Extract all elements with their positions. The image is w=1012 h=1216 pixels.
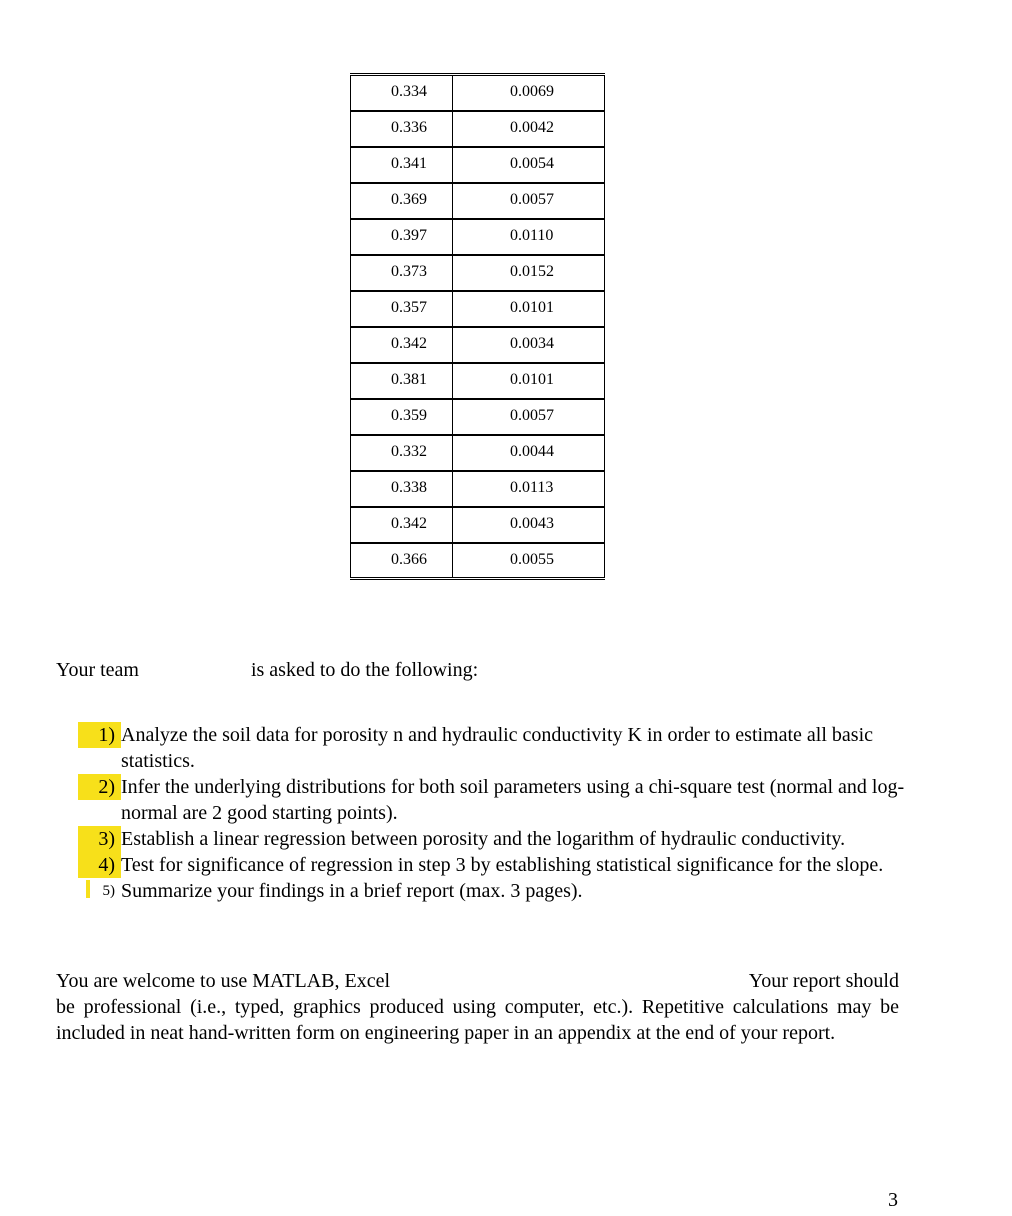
porosity-cell <box>351 291 453 327</box>
team-lead-text: Your team <box>56 659 139 681</box>
porosity-cell <box>351 471 453 507</box>
conductivity-cell <box>453 435 605 471</box>
conductivity-value: 0.0054 <box>510 154 554 172</box>
task-number: 5) <box>102 883 115 899</box>
task-text: Infer the underlying distributions for both soil parameters using a chi-square test (normal and log-normal are 2 good starting points). <box>121 776 905 824</box>
porosity-value: 0.338 <box>391 478 427 496</box>
porosity-value: 0.359 <box>391 406 427 424</box>
conductivity-cell <box>453 219 605 255</box>
conductivity-value: 0.0069 <box>510 83 554 100</box>
conductivity-cell <box>453 75 605 111</box>
closing-line1-left: You are welcome to use MATLAB, Excel <box>56 970 391 992</box>
porosity-value: 0.341 <box>391 154 427 172</box>
task-text: Establish a linear regression between porosity and the logarithm of hydraulic conductivity. <box>121 828 846 850</box>
porosity-cell <box>351 147 453 183</box>
conductivity-value: 0.0101 <box>510 370 554 388</box>
task-item <box>56 878 916 904</box>
table-row <box>351 543 605 579</box>
porosity-cell <box>351 543 453 579</box>
conductivity-cell <box>453 507 605 543</box>
porosity-value: 0.369 <box>391 190 427 208</box>
task-list <box>56 722 916 904</box>
porosity-value: 0.334 <box>391 83 427 100</box>
table-row <box>351 183 605 219</box>
conductivity-cell <box>453 399 605 435</box>
conductivity-value: 0.0152 <box>510 262 554 280</box>
task-number: 4) <box>78 852 121 878</box>
porosity-cell <box>351 183 453 219</box>
porosity-cell <box>351 255 453 291</box>
conductivity-value: 0.0113 <box>510 478 554 496</box>
table-row <box>351 255 605 291</box>
task-item <box>56 722 916 774</box>
conductivity-cell <box>453 363 605 399</box>
porosity-cell <box>351 75 453 111</box>
porosity-cell <box>351 219 453 255</box>
task-item <box>56 774 916 826</box>
conductivity-value: 0.0043 <box>510 514 554 532</box>
table-row <box>351 219 605 255</box>
porosity-value: 0.336 <box>391 118 427 136</box>
conductivity-cell <box>453 291 605 327</box>
conductivity-cell <box>453 147 605 183</box>
porosity-cell <box>351 363 453 399</box>
closing-line1-right: Your report should <box>748 970 899 992</box>
porosity-value: 0.332 <box>391 442 427 460</box>
conductivity-cell <box>453 255 605 291</box>
conductivity-cell <box>453 471 605 507</box>
table-row <box>351 435 605 471</box>
closing-first-line <box>56 968 899 994</box>
table-row <box>351 363 605 399</box>
porosity-cell <box>351 399 453 435</box>
porosity-cell <box>351 327 453 363</box>
conductivity-cell <box>453 111 605 147</box>
table-row <box>351 507 605 543</box>
task-number: 1) <box>78 722 121 748</box>
task-item <box>56 826 916 852</box>
conductivity-value: 0.0042 <box>510 118 554 136</box>
conductivity-value: 0.0055 <box>510 550 554 568</box>
porosity-value: 0.342 <box>391 334 427 352</box>
porosity-value: 0.366 <box>391 550 427 568</box>
table-row <box>351 471 605 507</box>
porosity-cell <box>351 507 453 543</box>
team-instruction <box>56 659 478 682</box>
table-row <box>351 327 605 363</box>
task-number: 2) <box>78 774 121 800</box>
porosity-cell <box>351 111 453 147</box>
page-number: 3 <box>888 1189 898 1211</box>
porosity-value: 0.397 <box>391 226 427 244</box>
task-text: Test for significance of regression in step 3 by establishing statistical significance for the slope. <box>121 854 884 876</box>
table-row <box>351 111 605 147</box>
conductivity-cell <box>453 183 605 219</box>
task-text: Analyze the soil data for porosity n and hydraulic conductivity K in order to estimate all basic statistics. <box>121 724 874 772</box>
conductivity-cell <box>453 327 605 363</box>
task-number: 3) <box>78 826 121 852</box>
closing-paragraph <box>56 968 899 1046</box>
conductivity-value: 0.0034 <box>510 334 554 352</box>
conductivity-value: 0.0044 <box>510 442 554 460</box>
table-row <box>351 147 605 183</box>
table-row <box>351 399 605 435</box>
conductivity-cell <box>453 543 605 579</box>
soil-data-table <box>350 73 605 580</box>
porosity-value: 0.357 <box>391 298 427 316</box>
conductivity-value: 0.0101 <box>510 298 554 316</box>
table-row <box>351 75 605 111</box>
conductivity-value: 0.0110 <box>510 226 554 244</box>
porosity-value: 0.381 <box>391 370 427 388</box>
table-row <box>351 291 605 327</box>
porosity-value: 0.342 <box>391 514 427 532</box>
porosity-cell <box>351 435 453 471</box>
conductivity-value: 0.0057 <box>510 406 554 424</box>
closing-rest: be professional (i.e., typed, graphics produced using computer, etc.). Repetitive calculations may be included in neat hand-written form on engineering paper in an appendix at the end of your report. <box>56 996 899 1044</box>
porosity-value: 0.373 <box>391 262 427 280</box>
conductivity-value: 0.0057 <box>510 190 554 208</box>
task-item <box>56 852 916 878</box>
task-text: Summarize your findings in a brief report (max. 3 pages). <box>121 880 583 902</box>
team-rest-text: is asked to do the following: <box>250 659 479 681</box>
